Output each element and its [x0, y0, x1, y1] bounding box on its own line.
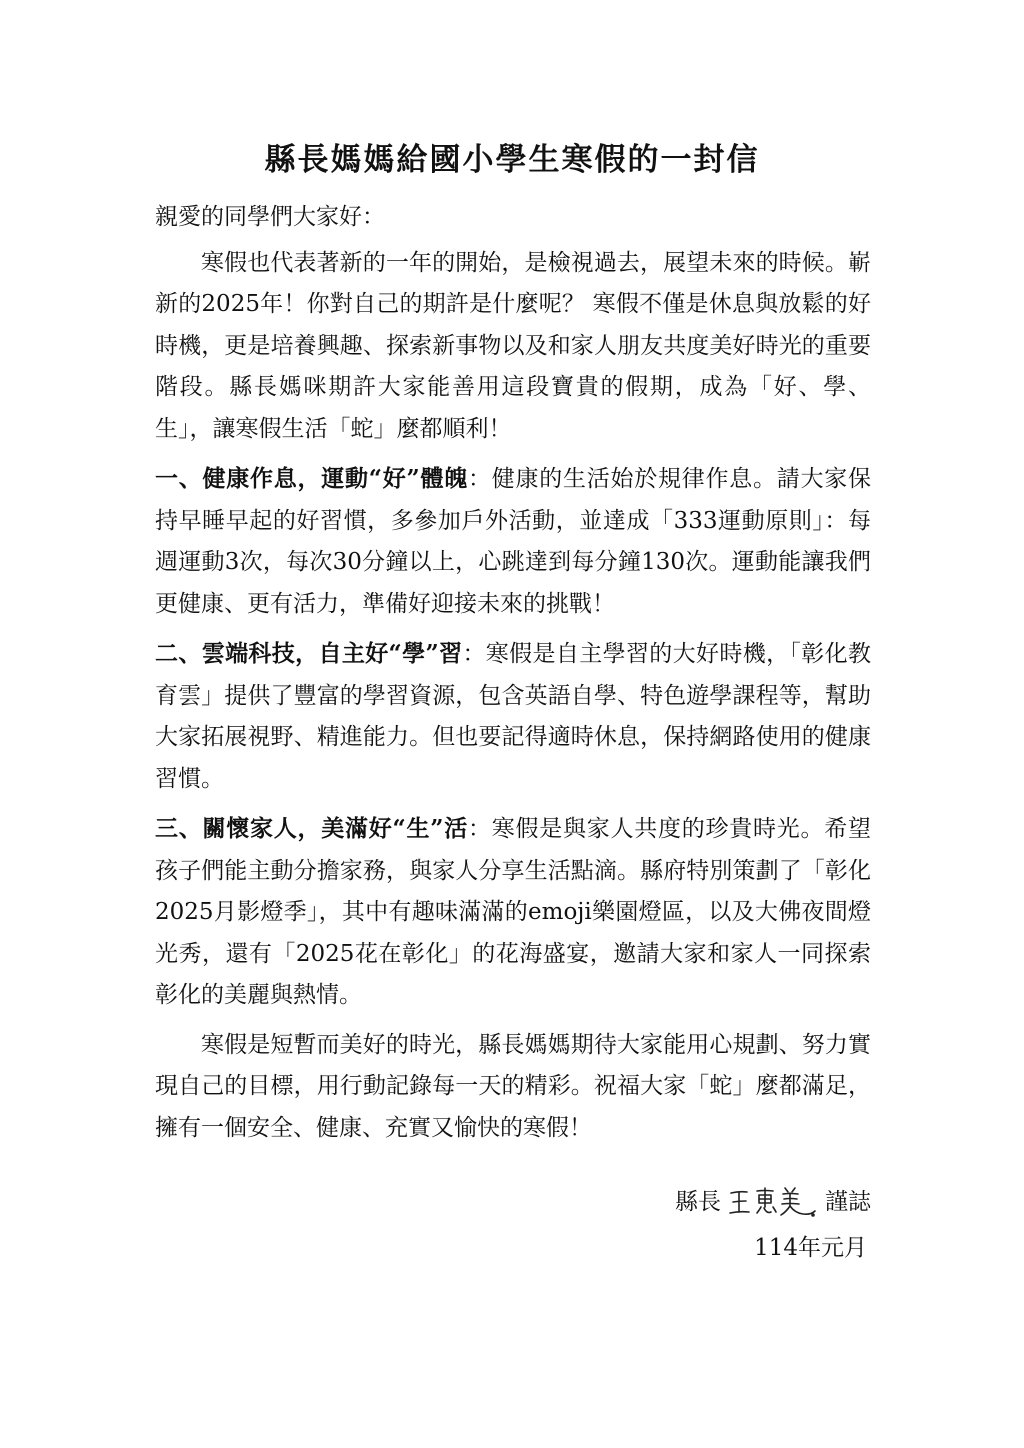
letter-date: 114年元月 [754, 1235, 867, 1261]
letter-body [155, 197, 871, 1157]
letter-title: 縣長媽媽給國小學生寒假的一封信 [264, 142, 760, 178]
signature-suffix: 謹誌 [825, 1189, 871, 1215]
section-family-text: ：寒假是與家人共度的珍貴時光。希望孩子們能主動分擔家務，與家人分享生活點滴。縣府特別策劃了「彰化2025月影燈季」，其中有趣味滿滿的emoji樂園燈區，以及大佛夜間燈光秀，還有「2025花在彰化」的花海盛宴，邀請大家和家人一同探索彰化的美麗與熱情。 [155, 816, 872, 1008]
signature-prefix: 縣長 [675, 1189, 721, 1215]
section-learning-text: ：寒假是自主學習的大好時機，「彰化教育雲」提供了豐富的學習資源，包含英語自學、特色遊學課程等，幫助大家拓展視野、精進能力。但也要記得適時休息，保持網路使用的健康習慣。 [155, 641, 872, 792]
intro-paragraph: 寒假也代表著新的一年的開始，是檢視過去，展望未來的時候。嶄新的2025年！你對自己的期許是什麼呢？ 寒假不僅是休息與放鬆的好時機，更是培養興趣、探索新事物以及和家人朋友共度美好時光的重要階段。縣長媽咪期許大家能善用這段寶貴的假期，成為「好、學、生」，讓寒假生活「蛇」麼都順利！ [155, 249, 871, 442]
closing-paragraph: 寒假是短暫而美好的時光，縣長媽媽期待大家能用心規劃、努力實現自己的目標，用行動記錄每一天的精彩。祝福大家「蛇」麼都滿足，擁有一個安全、健康、充實又愉快的寒假！ [155, 1031, 871, 1141]
section-learning-heading: 二、雲端科技，自主好“學”習 [155, 640, 463, 667]
handwritten-signature-icon [727, 1185, 819, 1219]
greeting: 親愛的同學們大家好： [155, 204, 385, 230]
signature-line [675, 1182, 871, 1222]
section-family [155, 808, 871, 1017]
section-family-heading: 三、關懷家人，美滿好“生”活 [155, 815, 468, 842]
section-learning [155, 633, 871, 800]
section-health-text: ：健康的生活始於規律作息。請大家保持早睡早起的好習慣，多參加戶外活動，並達成「333運動原則」：每週運動3次，每次30分鐘以上，心跳達到每分鐘130次。運動能讓我們更健康、更有活力，準備好迎接未來的挑戰！ [155, 466, 872, 617]
section-health-heading: 一、健康作息，運動“好”體魄 [155, 465, 468, 492]
signature-block [675, 1182, 871, 1268]
section-health [155, 458, 871, 625]
